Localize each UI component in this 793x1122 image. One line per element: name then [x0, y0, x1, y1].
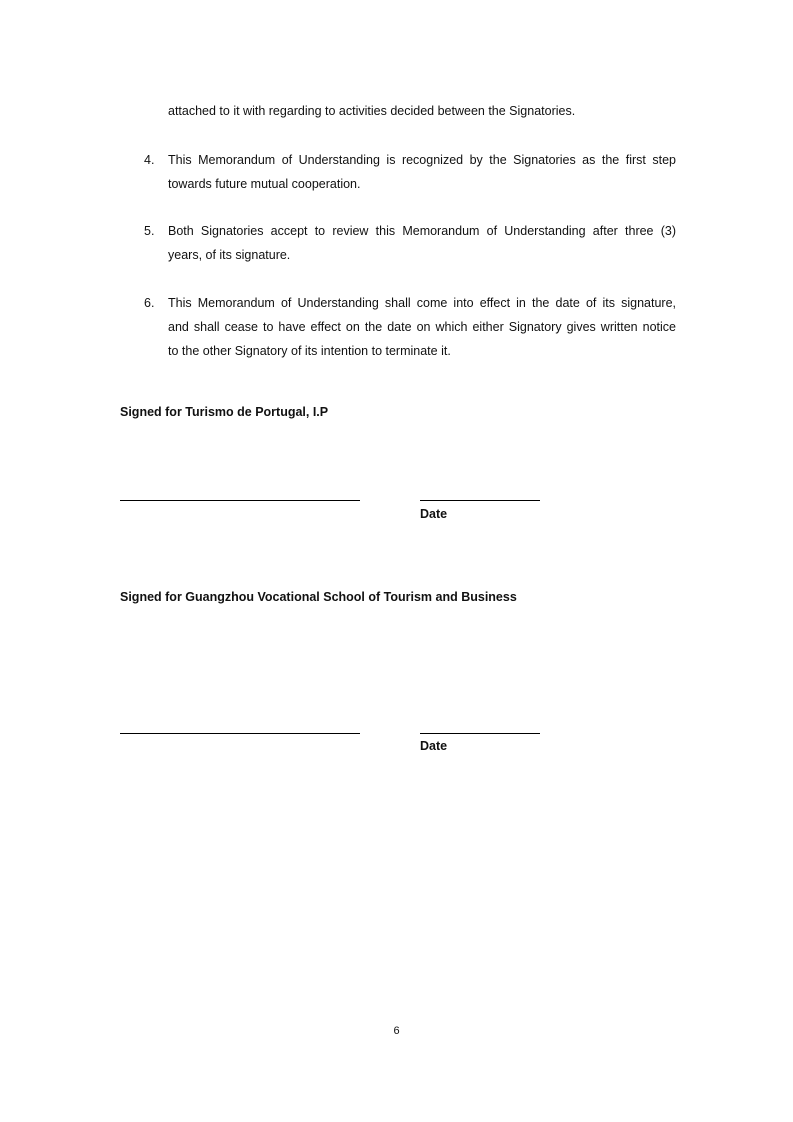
date-label: Date — [420, 739, 448, 753]
item-number: 6. — [144, 296, 155, 310]
item-line: This Memorandum of Understanding shall come into effect in the date of its signature, — [168, 296, 676, 310]
list-item — [168, 219, 676, 267]
item-number: 4. — [144, 153, 155, 167]
item-line: and shall cease to have effect on the date on which either Signatory gives written notice — [168, 320, 676, 334]
item-line: years, of its signature. — [168, 248, 291, 262]
date-label: Date — [420, 507, 448, 521]
item-line: towards future mutual cooperation. — [168, 177, 361, 191]
signature-heading: Signed for Turismo de Portugal, I.P — [120, 405, 329, 419]
item-line: This Memorandum of Understanding is recognized by the Signatories as the first step — [168, 153, 676, 167]
continuation-text: attached to it with regarding to activities decided between the Signatories. — [168, 104, 576, 118]
list-item — [168, 291, 676, 363]
list-item — [168, 148, 676, 196]
page-number: 6 — [393, 1025, 400, 1037]
signature-heading: Signed for Guangzhou Vocational School of Tourism and Business — [120, 590, 517, 604]
date-line — [420, 500, 540, 501]
item-line: to the other Signatory of its intention to terminate it. — [168, 344, 451, 358]
signature-line — [120, 500, 360, 501]
item-line: Both Signatories accept to review this Memorandum of Understanding after three (3) — [168, 224, 676, 238]
signature-line — [120, 733, 360, 734]
item-number: 5. — [144, 224, 155, 238]
